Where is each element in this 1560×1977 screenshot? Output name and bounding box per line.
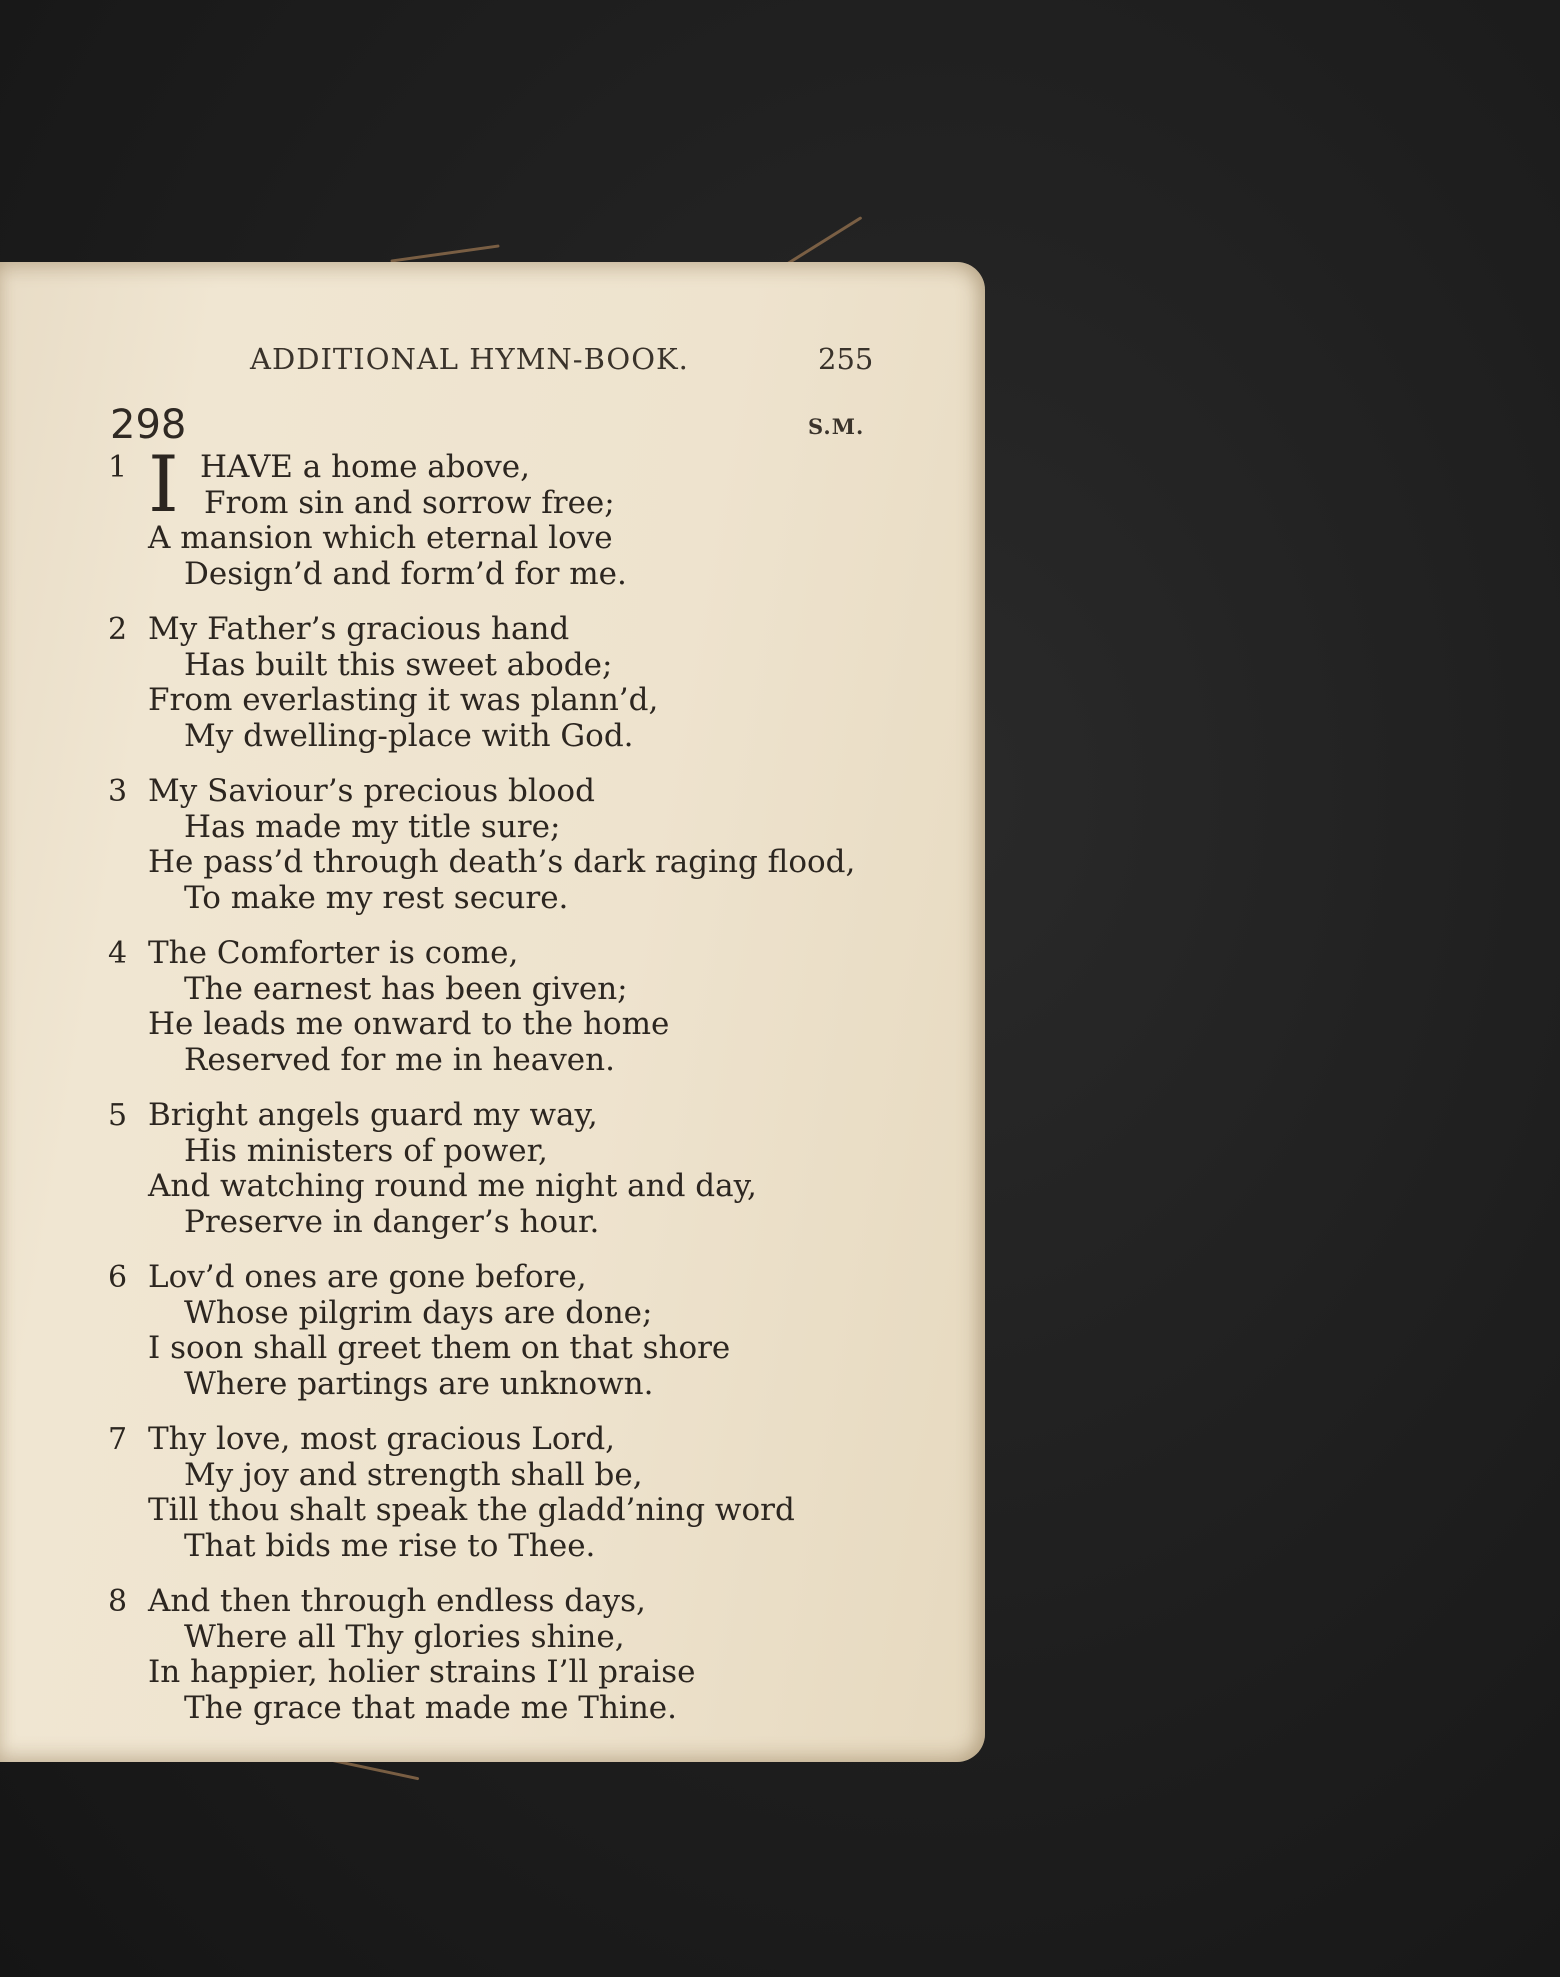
- verse-line: That bids me rise to Thee.: [184, 1527, 596, 1564]
- verse-line: Reserved for me in heaven.: [184, 1041, 615, 1078]
- verse-line: HAVE a home above,: [200, 449, 531, 485]
- verse-line: Design’d and form’d for me.: [184, 555, 627, 592]
- verse-7: [108, 1422, 888, 1564]
- verse-number: 3: [108, 774, 128, 809]
- verse-line: The grace that made me Thine.: [184, 1689, 678, 1726]
- verse-number: 4: [108, 936, 128, 971]
- verse-line: The earnest has been given;: [184, 970, 628, 1007]
- verse-3: [108, 774, 888, 916]
- verse-line: He pass’d through death’s dark raging flood,: [148, 844, 856, 880]
- verse-8: [108, 1584, 888, 1726]
- verse-5: [108, 1098, 888, 1240]
- verse-line: Where all Thy glories shine,: [184, 1618, 625, 1655]
- verse-line: Bright angels guard my way,: [148, 1097, 598, 1133]
- verse-line: Thy love, most gracious Lord,: [148, 1421, 616, 1457]
- drop-cap: I: [148, 440, 179, 530]
- verse-number: 7: [108, 1422, 128, 1457]
- hymn-meter: S.M.: [808, 414, 865, 439]
- verse-line: I soon shall greet them on that shore: [148, 1330, 731, 1366]
- verse-line: A mansion which eternal love: [148, 520, 613, 556]
- book-page: [0, 262, 985, 1762]
- verse-line: Till thou shalt speak the gladd’ning word: [148, 1492, 795, 1528]
- verse-line: From sin and sorrow free;: [204, 484, 615, 521]
- hymn-number: 298: [110, 402, 187, 448]
- verse-line: Where partings are unknown.: [184, 1365, 654, 1402]
- verse-line: Preserve in danger’s hour.: [184, 1203, 600, 1240]
- running-head: ADDITIONAL HYMN-BOOK.: [250, 342, 689, 376]
- verse-line: He leads me onward to the home: [148, 1006, 670, 1042]
- verse-line: To make my rest secure.: [184, 879, 569, 916]
- verse-number: 5: [108, 1098, 128, 1133]
- verse-number: 2: [108, 612, 128, 647]
- verse-4: [108, 936, 888, 1078]
- verse-line: Lov’d ones are gone before,: [148, 1259, 587, 1295]
- verse-number: 8: [108, 1584, 128, 1619]
- verse-line: His ministers of power,: [184, 1132, 548, 1169]
- verse-line: My dwelling-place with God.: [184, 717, 634, 754]
- verse-1: [108, 440, 888, 592]
- verse-line: And then through endless days,: [148, 1583, 646, 1619]
- verse-6: [108, 1260, 888, 1402]
- verse-line: The Comforter is come,: [148, 935, 519, 971]
- verse-number: 6: [108, 1260, 128, 1295]
- verse-line: Has built this sweet abode;: [184, 646, 613, 683]
- verse-number: 1: [108, 450, 128, 485]
- verse-line: From everlasting it was plann’d,: [148, 682, 659, 718]
- verse-line: My Father’s gracious hand: [148, 611, 570, 647]
- verse-line: My Saviour’s precious blood: [148, 773, 595, 809]
- verse-line: In happier, holier strains I’ll praise: [148, 1654, 696, 1690]
- verse-line: My joy and strength shall be,: [184, 1456, 643, 1493]
- verse-line: Whose pilgrim days are done;: [184, 1294, 653, 1331]
- hymn-verses: [108, 440, 888, 1746]
- verse-line: And watching round me night and day,: [148, 1168, 757, 1204]
- verse-line: Has made my title sure;: [184, 808, 561, 845]
- verse-2: [108, 612, 888, 754]
- page-number: 255: [818, 342, 874, 376]
